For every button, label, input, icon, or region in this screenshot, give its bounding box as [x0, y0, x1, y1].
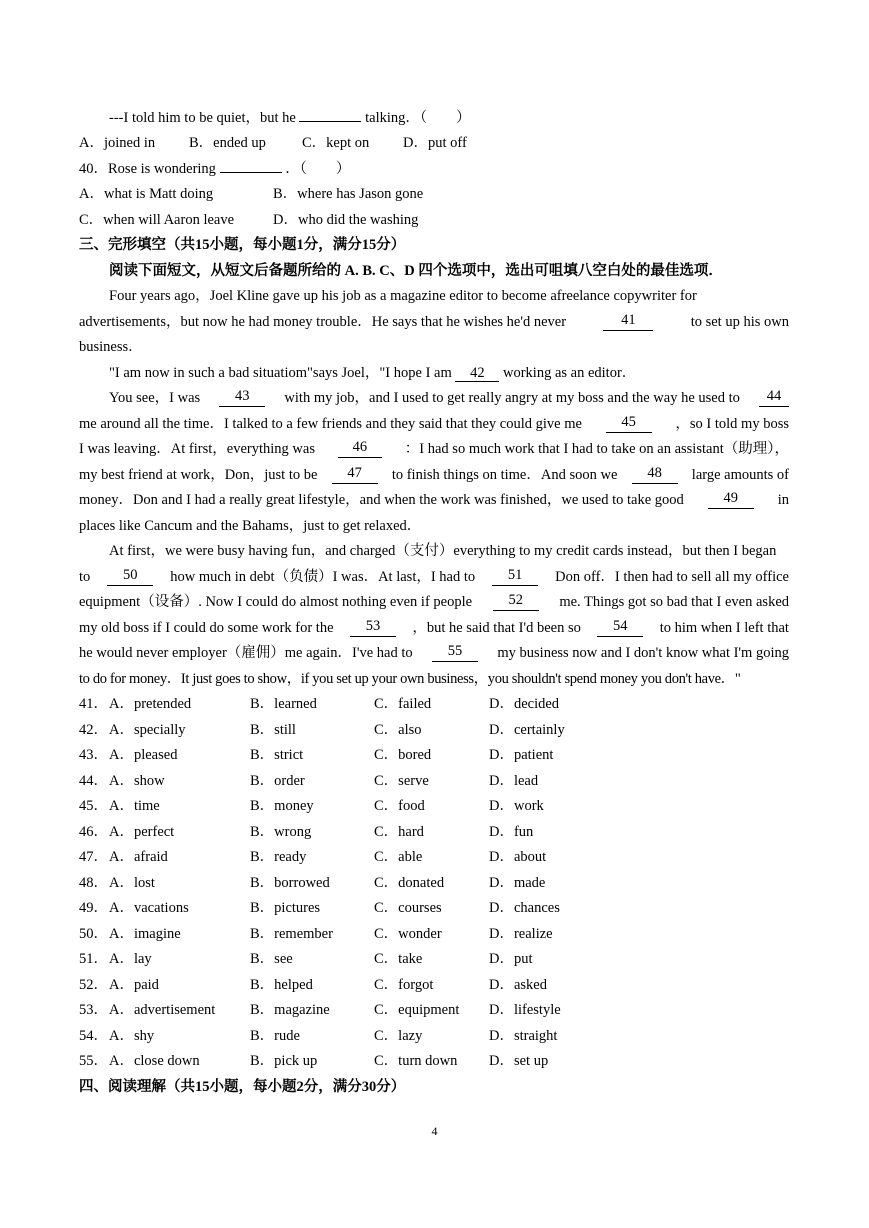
- question-option-c: C．hard: [374, 823, 424, 840]
- passage-text: to finish things on time．And soon we: [391, 467, 618, 483]
- question-number: 42．: [79, 721, 108, 738]
- question-option-d: D．put: [489, 951, 533, 967]
- passage-line: [79, 644, 789, 662]
- blank-45: 45: [606, 415, 652, 433]
- question-option-c: C．able: [374, 849, 423, 865]
- passage-text: working as an editor．: [502, 365, 637, 381]
- question-option-b: B．still: [250, 721, 296, 738]
- q39-option-a: A．joined in: [79, 135, 156, 151]
- question-number: 49．: [79, 900, 108, 916]
- blank-50: 50: [107, 568, 153, 586]
- blank-42: 42: [455, 366, 499, 382]
- question-option-a: A．pleased: [109, 747, 178, 763]
- passage-line: [79, 415, 789, 433]
- q40-text-end: ．（ ）: [285, 161, 351, 177]
- q40-option-c: C．when will Aaron leave: [79, 212, 235, 228]
- question-option-d: D．fun: [489, 823, 534, 840]
- passage-text: to: [79, 569, 91, 585]
- passage-text: ：I had so much work that I had to take on an assistant（助理），: [404, 441, 789, 457]
- passage-text: "I am now in such a bad situatiom"says Joel，"I hope I am: [109, 365, 452, 381]
- question-option-a: A．show: [109, 772, 165, 789]
- question-number: 55．: [79, 1053, 108, 1069]
- passage-text: large amounts of: [691, 467, 789, 483]
- passage-line: [79, 619, 789, 637]
- question-option-c: C．turn down: [374, 1053, 458, 1069]
- q39-option-d: D．put off: [403, 135, 467, 151]
- question-option-a: A．perfect: [109, 823, 175, 840]
- question-option-b: B．see: [250, 951, 293, 967]
- blank-47: 47: [332, 466, 378, 484]
- q39-text: ---I told him to be quiet，but he: [109, 110, 296, 126]
- passage-text: he would never employer（雇佣）me again．I've had to: [79, 645, 413, 661]
- question-option-a: A．close down: [109, 1053, 200, 1069]
- passage-text: me around all the time．I talked to a few friends and they said that they could give me: [79, 416, 582, 432]
- q40-blank: [220, 172, 282, 173]
- passage-text: I was leaving．At first，everything was: [79, 441, 315, 457]
- passage-line: to do for money．It just goes to show，if you set up your own business，you shouldn't spend money you don't have．": [79, 671, 741, 687]
- question-option-c: C．bored: [374, 747, 432, 763]
- question-option-a: A．advertisement: [109, 1002, 216, 1018]
- question-option-d: D．work: [489, 798, 544, 814]
- passage-text: At first，we were busy having fun，and charged（支付）everything to my credit cards instead，but then I began: [109, 543, 777, 559]
- question-option-c: C．failed: [374, 696, 432, 712]
- question-option-d: D．patient: [489, 747, 554, 763]
- blank-43: 43: [219, 389, 265, 407]
- question-option-c: C．donated: [374, 874, 445, 891]
- question-number: 44．: [79, 772, 108, 789]
- passage-text: to him when I left that: [659, 620, 789, 636]
- question-option-d: D．certainly: [489, 721, 565, 738]
- passage-line: [79, 440, 789, 458]
- passage-text: with my job，and I used to get really angry at my boss and the way he used to: [284, 390, 740, 406]
- question-number: 45．: [79, 798, 108, 814]
- question-option-d: D．set up: [489, 1053, 549, 1069]
- question-option-b: B．rude: [250, 1027, 300, 1044]
- question-option-c: C．serve: [374, 772, 429, 789]
- question-option-a: A．lost: [109, 874, 155, 891]
- question-option-c: C．forgot: [374, 976, 434, 993]
- question-option-c: C．courses: [374, 900, 442, 916]
- question-option-c: C．food: [374, 798, 425, 814]
- q40-text: 40．Rose is wondering: [79, 161, 216, 177]
- passage-line: [109, 542, 789, 560]
- question-option-b: B．borrowed: [250, 874, 330, 891]
- blank-44: 44: [759, 389, 789, 407]
- q39-text-end: talking．（ ）: [365, 110, 471, 126]
- q39-stem: [109, 109, 789, 127]
- passage-text: how much in debt（负债）I was．At last，I had to: [170, 569, 476, 585]
- question-number: 50．: [79, 925, 108, 942]
- passage-text: You see，I was: [109, 390, 201, 406]
- question-option-d: D．decided: [489, 696, 560, 712]
- blank-46: 46: [338, 440, 382, 458]
- question-number: 43．: [79, 747, 108, 763]
- blank-55: 55: [432, 644, 478, 662]
- question-option-c: C．also: [374, 721, 422, 738]
- passage-line: [79, 313, 789, 331]
- question-option-d: D．realize: [489, 925, 553, 942]
- passage-line: places like Cancum and the Bahams，just to get relaxed．: [79, 518, 422, 534]
- question-option-a: A．specially: [109, 721, 186, 738]
- passage-text: Four years ago，Joel Kline gave up his job as a magazine editor to become afreelance copywriter for: [109, 288, 697, 304]
- question-number: 51．: [79, 951, 108, 967]
- q40-option-b: B．where has Jason gone: [273, 186, 424, 202]
- question-option-d: D．chances: [489, 900, 560, 916]
- question-option-d: D．made: [489, 874, 546, 891]
- question-option-a: A．paid: [109, 976, 159, 993]
- question-number: 53．: [79, 1002, 108, 1018]
- passage-text: my old boss if I could do some work for the: [79, 620, 334, 636]
- passage-text: me. Things got so bad that I even asked: [559, 594, 789, 610]
- blank-41: 41: [603, 313, 653, 331]
- page-number: 4: [431, 1124, 438, 1138]
- q39-blank: [299, 121, 361, 122]
- question-option-b: B．strict: [250, 747, 304, 763]
- section3-title: 三、完形填空（共15小题，每小题1分，满分15分）: [79, 237, 406, 253]
- question-option-b: B．remember: [250, 925, 333, 942]
- question-option-c: C．take: [374, 951, 423, 967]
- question-option-d: D．lead: [489, 772, 539, 789]
- question-option-b: B．pictures: [250, 900, 321, 916]
- question-option-a: A．shy: [109, 1027, 155, 1044]
- question-option-d: D．about: [489, 849, 547, 865]
- passage-text: ，so I told my boss: [675, 416, 789, 432]
- question-number: 41．: [79, 696, 108, 712]
- question-number: 54．: [79, 1027, 108, 1044]
- question-option-a: A．pretended: [109, 696, 192, 712]
- passage-text: ，but he said that I'd been so: [412, 620, 581, 636]
- question-number: 52．: [79, 976, 108, 993]
- question-option-b: B．wrong: [250, 823, 312, 840]
- passage-line: business．: [79, 339, 143, 355]
- blank-48: 48: [632, 466, 678, 484]
- q40-option-d: D．who did the washing: [273, 212, 419, 228]
- question-option-c: C．wonder: [374, 925, 442, 942]
- question-option-b: B．ready: [250, 849, 307, 865]
- passage-line: [109, 287, 789, 305]
- passage-line: [109, 389, 789, 407]
- passage-text: advertisements，but now he had money trouble．He says that he wishes he'd never: [79, 314, 567, 330]
- question-option-d: D．asked: [489, 976, 547, 993]
- question-option-b: B．money: [250, 798, 314, 814]
- passage-line: [79, 568, 789, 586]
- q39-option-c: C．kept on: [302, 135, 370, 151]
- question-option-a: A．afraid: [109, 849, 168, 865]
- question-number: 46．: [79, 823, 108, 840]
- passage-text: in: [777, 492, 789, 508]
- blank-49: 49: [708, 491, 754, 509]
- question-option-a: A．imagine: [109, 925, 181, 942]
- section4-title: 四、阅读理解（共15小题，每小题2分，满分30分）: [79, 1079, 406, 1095]
- blank-54: 54: [597, 619, 643, 637]
- question-option-b: B．magazine: [250, 1002, 330, 1018]
- passage-text: Don off．I then had to sell all my office: [555, 569, 789, 585]
- question-option-b: B．helped: [250, 976, 313, 993]
- question-option-d: D．straight: [489, 1027, 558, 1044]
- question-option-d: D．lifestyle: [489, 1002, 561, 1018]
- q40-option-a: A．what is Matt doing: [79, 186, 214, 202]
- passage-line: [109, 364, 789, 382]
- question-option-a: A．time: [109, 798, 160, 814]
- q39-option-b: B．ended up: [189, 135, 266, 151]
- passage-text: to set up his own: [690, 314, 789, 330]
- passage-line: [79, 466, 789, 484]
- blank-51: 51: [492, 568, 538, 586]
- question-number: 48．: [79, 874, 108, 891]
- passage-text: money．Don and I had a really great lifestyle，and when the work was finished，we used to take good: [79, 492, 684, 508]
- blank-53: 53: [350, 619, 396, 637]
- question-option-b: B．pick up: [250, 1053, 318, 1069]
- section3-instruction: 阅读下面短文，从短文后备题所给的 A. B. C、D 四个选项中，选出可咀填八空白处的最佳选项．: [109, 263, 723, 279]
- question-number: 47．: [79, 849, 108, 865]
- question-option-b: B．order: [250, 772, 305, 789]
- q40-stem: [79, 160, 789, 178]
- blank-52: 52: [493, 593, 539, 611]
- passage-line: [79, 593, 789, 611]
- question-option-c: C．equipment: [374, 1002, 460, 1018]
- question-option-a: A．vacations: [109, 900, 189, 916]
- passage-text: my best friend at work，Don，just to be: [79, 467, 318, 483]
- passage-line: [79, 491, 789, 509]
- question-option-b: B．learned: [250, 696, 317, 712]
- question-option-c: C．lazy: [374, 1027, 423, 1044]
- passage-text: equipment（设备）. Now I could do almost nothing even if people: [79, 594, 473, 610]
- question-option-a: A．lay: [109, 951, 152, 967]
- passage-text: my business now and I don't know what I'm going: [497, 645, 789, 661]
